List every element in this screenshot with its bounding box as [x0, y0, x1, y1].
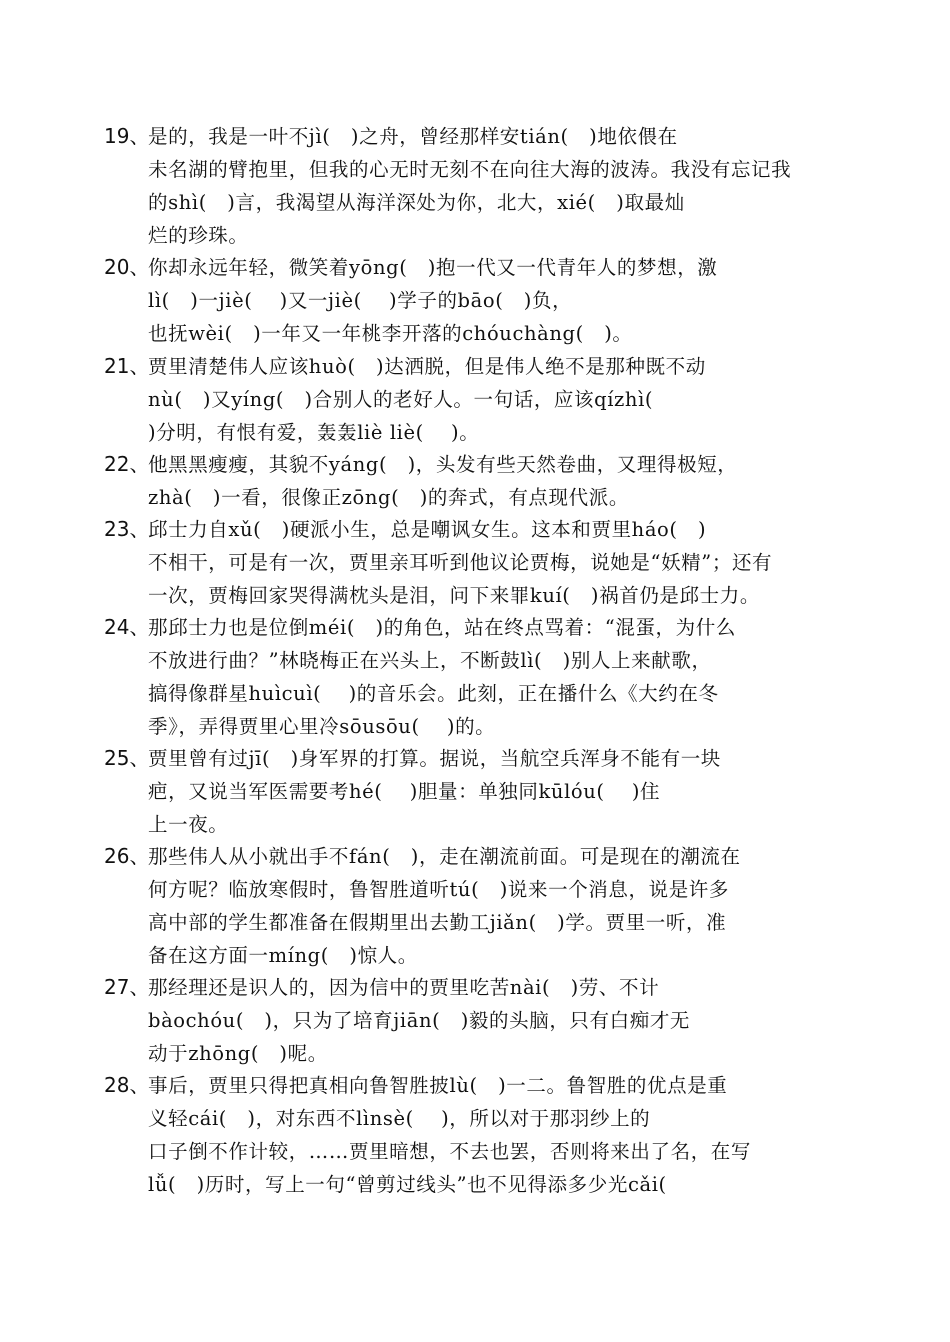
- question-text-line: 那邱士力也是位倒méi( )的角色，站在终点骂着：“混蛋，为什么: [148, 616, 736, 639]
- question-text-line: 那经理还是识人的，因为信中的贾里吃苦nài( )劳、不计: [148, 976, 660, 999]
- question-number: 22、: [104, 452, 150, 476]
- question-text-line: 的shì( )言，我渴望从海洋深处为你，北大，xié( )取最灿: [148, 191, 685, 214]
- question-text-line: 何方呢？临放寒假时，鲁智胜道听tú( )说来一个消息，说是许多: [148, 878, 730, 901]
- question-number: 20、: [104, 255, 150, 279]
- question-23: [104, 513, 864, 612]
- question-text-line: 未名湖的臂抱里，但我的心无时无刻不在向往大海的波涛。我没有忘记我: [148, 158, 792, 181]
- question-text-line: 备在这方面一míng( )惊人。: [148, 944, 418, 967]
- question-text-line: 义轻cái( )，对东西不lìnsè( )，所以对于那羽纱上的: [148, 1107, 651, 1130]
- question-text-line: nù( )又yíng( )合别人的老好人。一句话，应该qízhì(: [148, 388, 654, 411]
- question-text-line: 也抚wèi( )一年又一年桃李开落的chóuchàng( )。: [148, 322, 633, 345]
- question-number: 26、: [104, 844, 150, 868]
- question-25: [104, 742, 864, 841]
- question-text-line: 贾里清楚伟人应该huò( )达洒脱，但是伟人绝不是那种既不动: [148, 355, 706, 378]
- question-28: [104, 1069, 864, 1201]
- question-number: 25、: [104, 746, 150, 770]
- question-text-line: 邱士力自xǔ( )硬派小生，总是嘲讽女生。这本和贾里háo( ): [148, 518, 707, 541]
- question-text-line: 不相干，可是有一次，贾里亲耳听到他议论贾梅，说她是“妖精”；还有: [148, 551, 773, 574]
- question-text-line: 口子倒不作计较，……贾里暗想，不去也罢，否则将来出了名，在写: [148, 1140, 752, 1163]
- question-text-line: 上一夜。: [148, 813, 229, 836]
- question-text-line: 季》，弄得贾里心里冷sōusōu( )的。: [148, 715, 496, 738]
- question-text-line: zhà( )一看，很像正zōng( )的奔式，有点现代派。: [148, 486, 629, 509]
- question-text-line: 疤，又说当军医需要考hé( )胆量：单独同kūlóu( )住: [148, 780, 661, 803]
- question-number: 21、: [104, 354, 150, 378]
- question-text-line: 动于zhōng( )呢。: [148, 1042, 328, 1065]
- question-text-line: 事后，贾里只得把真相向鲁智胜披lù( )一二。鲁智胜的优点是重: [148, 1074, 728, 1097]
- question-20: [104, 251, 864, 350]
- question-21: [104, 350, 864, 449]
- question-number: 28、: [104, 1073, 150, 1097]
- question-text-line: 烂的珍珠。: [148, 224, 249, 247]
- question-text-line: 那些伟人从小就出手不fán( )，走在潮流前面。可是现在的潮流在: [148, 845, 741, 868]
- question-number: 27、: [104, 975, 150, 999]
- question-19: [104, 120, 864, 252]
- question-text-line: 他黑黑瘦瘦，其貌不yáng( )，头发有些天然卷曲，又理得极短，: [148, 453, 738, 476]
- question-text-line: 高中部的学生都准备在假期里出去勤工jiǎn( )学。贾里一听，准: [148, 911, 727, 934]
- question-27: [104, 971, 864, 1070]
- question-24: [104, 611, 864, 743]
- question-text-line: 贾里曾有过jī( )身军界的打算。据说，当航空兵浑身不能有一块: [148, 747, 721, 770]
- question-text-line: )分明，有恨有爱，轰轰liè liè( )。: [148, 421, 480, 444]
- question-text-line: lǚ( )历时，写上一句“曾剪过线头”也不见得添多少光cǎi(: [148, 1173, 667, 1196]
- question-text-line: lì( )一jiè( )又一jiè( )学子的bāo( )负，: [148, 289, 573, 312]
- question-number: 19、: [104, 124, 150, 148]
- question-text-line: 你却永远年轻，微笑着yōng( )抱一代又一代青年人的梦想，激: [148, 256, 718, 279]
- question-text-line: 是的，我是一叶不jì( )之舟，曾经那样安tián( )地依偎在: [148, 125, 678, 148]
- question-22: [104, 448, 864, 514]
- question-text-line: bàochóu( )，只为了培育jiān( )毅的头脑，只有白痴才无: [148, 1009, 691, 1032]
- question-number: 24、: [104, 615, 150, 639]
- question-26: [104, 840, 864, 972]
- question-text-line: 一次，贾梅回家哭得满枕头是泪，问下来罪kuí( )祸首仍是邱士力。: [148, 584, 760, 607]
- question-text-line: 不放进行曲？”林晓梅正在兴头上，不断鼓lì( )别人上来献歌，: [148, 649, 712, 672]
- question-text-line: 搞得像群星huìcuì( )的音乐会。此刻，正在播什么《大约在冬: [148, 682, 719, 705]
- question-number: 23、: [104, 517, 150, 541]
